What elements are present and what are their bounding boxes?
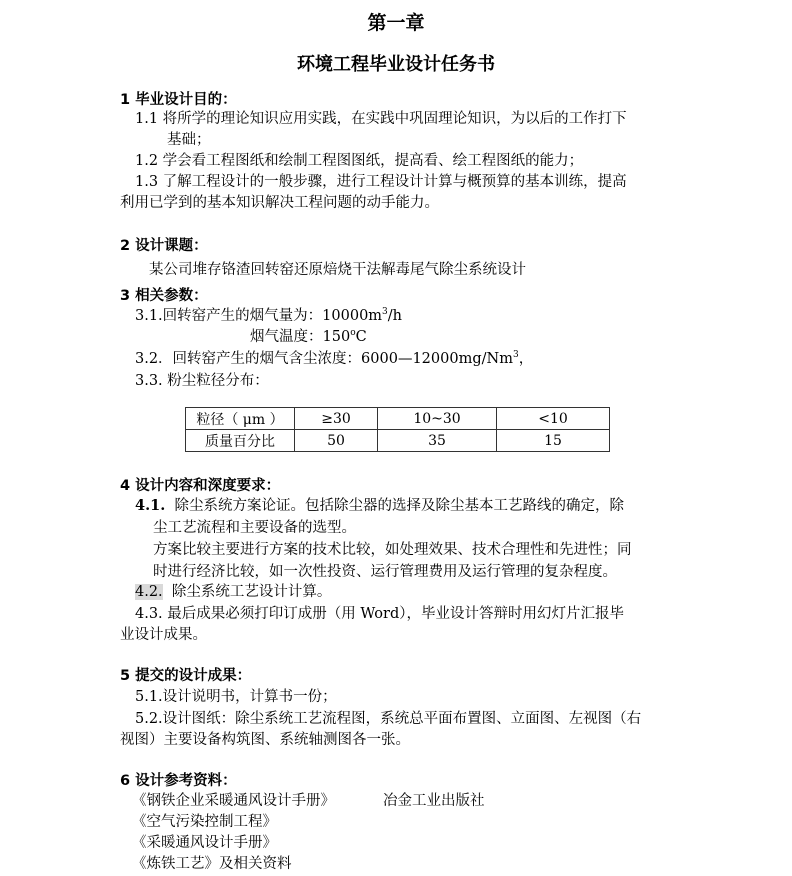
param-dust-concentration xyxy=(135,347,533,368)
table-row xyxy=(186,430,610,452)
table-cell: ≥30 xyxy=(295,408,378,430)
param-gas-volume xyxy=(135,304,402,325)
param-dust-concentration-sup: 3 xyxy=(512,350,519,361)
table-cell: 35 xyxy=(378,430,497,452)
reference-2: 《空气污染控制工程》 xyxy=(132,814,277,830)
chapter-heading: 第一章 xyxy=(367,12,425,34)
reference-1: 《钢铁企业采暖通风设计手册》 xyxy=(132,793,335,809)
section-2-heading: 2 设计课题： xyxy=(120,238,208,254)
section-4-item-2-text: 除尘系统工艺设计计算。 xyxy=(171,584,332,600)
section-4-item-3: 4.3. 最后成果必须打印订成册（用 Word），毕业设计答辩时用幻灯片汇报毕 xyxy=(135,606,624,622)
section-1-item-1: 1.1 将所学的理论知识应用实践，在实践中巩固理论知识，为以后的工作打下 xyxy=(135,111,627,127)
section-1-heading: 1 毕业设计目的： xyxy=(120,92,237,108)
reference-4: 《炼铁工艺》及相关资料 xyxy=(132,856,292,872)
table-cell: 10~30 xyxy=(378,408,497,430)
param-gas-volume-text: 3.1.回转窑产生的烟气量为：10000m xyxy=(135,308,383,324)
section-3-heading: 3 相关参数： xyxy=(120,288,208,304)
section-5-item-1: 5.1.设计说明书，计算书一份； xyxy=(135,689,337,705)
table-cell: <10 xyxy=(497,408,610,430)
section-5-heading: 5 提交的设计成果： xyxy=(120,668,252,684)
section-4-item-1-note: 方案比较主要进行方案的技术比较，如处理效果、技术合理性和先进性；同 xyxy=(153,542,632,558)
section-1-item-1-cont: 基础； xyxy=(167,132,211,148)
param-gas-volume-sup: 3 xyxy=(382,307,388,318)
table-cell: 50 xyxy=(295,430,378,452)
section-1-item-3-cont: 利用已学到的基本知识解决工程问题的动手能力。 xyxy=(120,195,439,211)
table-cell: 粒径（ μm ） xyxy=(186,408,295,430)
param-gas-temperature xyxy=(250,325,367,346)
param-gas-temperature-sup: o xyxy=(350,328,356,339)
section-5-item-2: 5.2.设计图纸：除尘系统工艺流程图，系统总平面布置图、立面图、左视图（右 xyxy=(135,711,642,727)
section-4-item-2-number: 4.2. xyxy=(135,584,163,600)
section-6-heading: 6 设计参考资料： xyxy=(120,773,237,789)
param-gas-temperature-unit: C xyxy=(355,329,367,345)
table-cell: 质量百分比 xyxy=(186,430,295,452)
param-dust-concentration-text: 3.2．回转窑产生的烟气含尘浓度：6000—12000mg/Nm xyxy=(135,351,513,367)
section-4-item-1-cont: 尘工艺流程和主要设备的选型。 xyxy=(153,520,356,536)
section-4-item-1-text: 除尘系统方案论证。包括除尘器的选择及除尘基本工艺路线的确定，除 xyxy=(174,498,624,514)
section-4-item-1 xyxy=(135,494,624,515)
reference-1-publisher: 冶金工业出版社 xyxy=(383,793,485,809)
section-5-item-2-cont: 视图）主要设备构筑图、系统轴测图各一张。 xyxy=(120,732,410,748)
section-1-item-3: 1.3 了解工程设计的一般步骤，进行工程设计计算与概预算的基本训练，提高 xyxy=(135,174,627,190)
param-gas-temperature-text: 烟气温度：150 xyxy=(250,329,351,345)
table-cell: 15 xyxy=(497,430,610,452)
param-particle-distribution: 3.3. 粉尘粒径分布： xyxy=(135,373,269,389)
section-4-item-3-cont: 业设计成果。 xyxy=(120,627,207,643)
table-header-row xyxy=(186,408,610,430)
document-title: 环境工程毕业设计任务书 xyxy=(297,54,495,75)
section-4-heading: 4 设计内容和深度要求： xyxy=(120,478,281,494)
section-1-item-2: 1.2 学会看工程图纸和绘制工程图图纸，提高看、绘工程图纸的能力； xyxy=(135,153,584,169)
design-topic: 某公司堆存铬渣回转窑还原焙烧干法解毒尾气除尘系统设计 xyxy=(149,262,526,278)
section-4-item-1-number: 4.1. xyxy=(135,497,166,514)
reference-3: 《采暖通风设计手册》 xyxy=(132,835,277,851)
section-4-item-2 xyxy=(135,580,331,601)
section-4-item-1-note-cont: 时进行经济比较，如一次性投资、运行管理费用及运行管理的复杂程度。 xyxy=(153,564,617,580)
param-gas-volume-unit: /h xyxy=(387,308,403,324)
param-dust-concentration-suffix: ， xyxy=(518,351,534,367)
particle-size-table xyxy=(185,407,610,452)
